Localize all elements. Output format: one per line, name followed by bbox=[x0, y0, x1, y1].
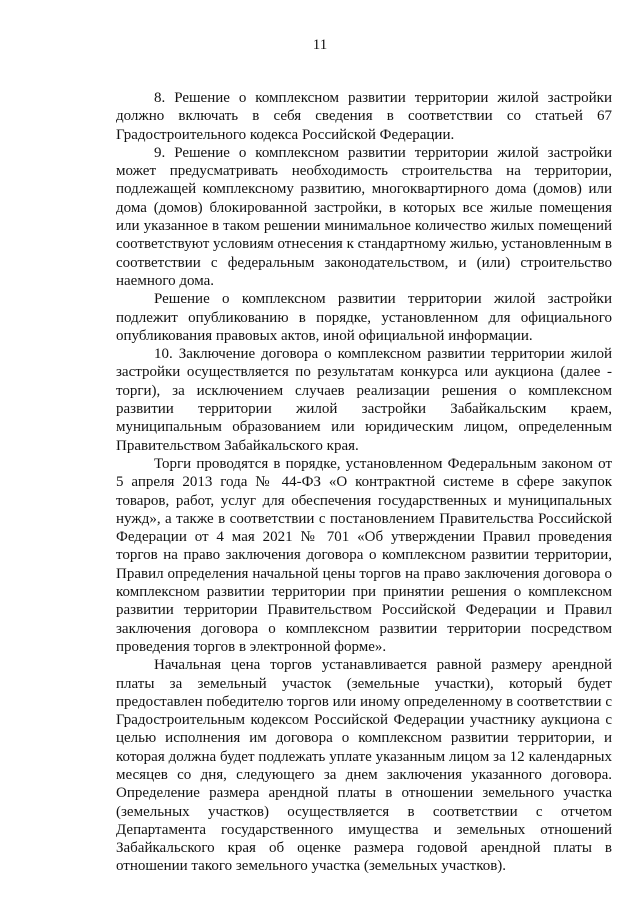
paragraph-10: 10. Заключение договора о комплексном развитии территории жилой застройки осуществляется по результатам конкурса или аукциона (далее - торги), за исключением случаев реализации решения о комплексном развитии территории жилой застройки Забайкальским краем, муниципальным образованием или юридическим лицом, определенным Правительством Забайкальского края. bbox=[116, 346, 612, 454]
paragraph-10-auctions: Торги проводятся в порядке, установленном Федеральным законом от 5 апреля 2013 года № 44-ФЗ «О контрактной системе в сфере закупок товаров, работ, услуг для обеспечения государственных и муниципальных нужд», а также в соответствии с постановлением Правительства Российской Федерации от 4 мая 2021 № 701 «Об утверждении Правил проведения торгов на право заключения договора о комплексном развитии территории, Правил определения начальной цены торгов на право заключения договора о комплексном развитии территории при принятии решения о комплексном развитии территории Правительством Российской Федерации и Правил заключения договора о комплексном развитии территории посредством проведения торгов в электронной форме». bbox=[116, 455, 612, 655]
paragraph-9-publication: Решение о комплексном развитии территории жилой застройки подлежит опубликованию в порядке, установленном для официального опубликования правовых актов, иной официальной информации. bbox=[116, 291, 612, 344]
paragraph-9: 9. Решение о комплексном развитии территории жилой застройки может предусматривать необходимость строительства на территории, подлежащей комплексному развитию, многоквартирного дома (домов) или дома (домов) блокированной застройки, в которых все жилые помещения или указанное в таком решении минимальное количество жилых помещений соответствуют условиям отнесения к стандартному жилью, установленным в соответствии с федеральным законодательством, и (или) строительство наемного дома. bbox=[116, 144, 612, 289]
page-number: 11 bbox=[312, 37, 328, 53]
document-body bbox=[116, 89, 612, 876]
paragraph-8: 8. Решение о комплексном развитии территории жилой застройки должно включать в себя сведения в соответствии со статьей 67 Градостроительного кодекса Российской Федерации. bbox=[116, 90, 612, 143]
paragraph-10-initial-price: Начальная цена торгов устанавливается равной размеру арендной платы за земельный участок (земельные участки), который будет предоставлен победителю торгов или иному определенному в соответствии с Градостроительным кодексом Российской Федерации участнику аукциона с целью исполнения им договора о комплексном развитии территории, и которая должна будет подлежать уплате указанным лицом за 12 календарных месяцев со дня, следующего за днем заключения указанного договора. Определение размера арендной платы в отношении земельного участка (земельных участков) осуществляется в соответствии с отчетом Департамента государственного имущества и земельных отношений Забайкальского края об оценке размера годовой арендной платы в отношении такого земельного участка (земельных участков). bbox=[116, 657, 612, 875]
